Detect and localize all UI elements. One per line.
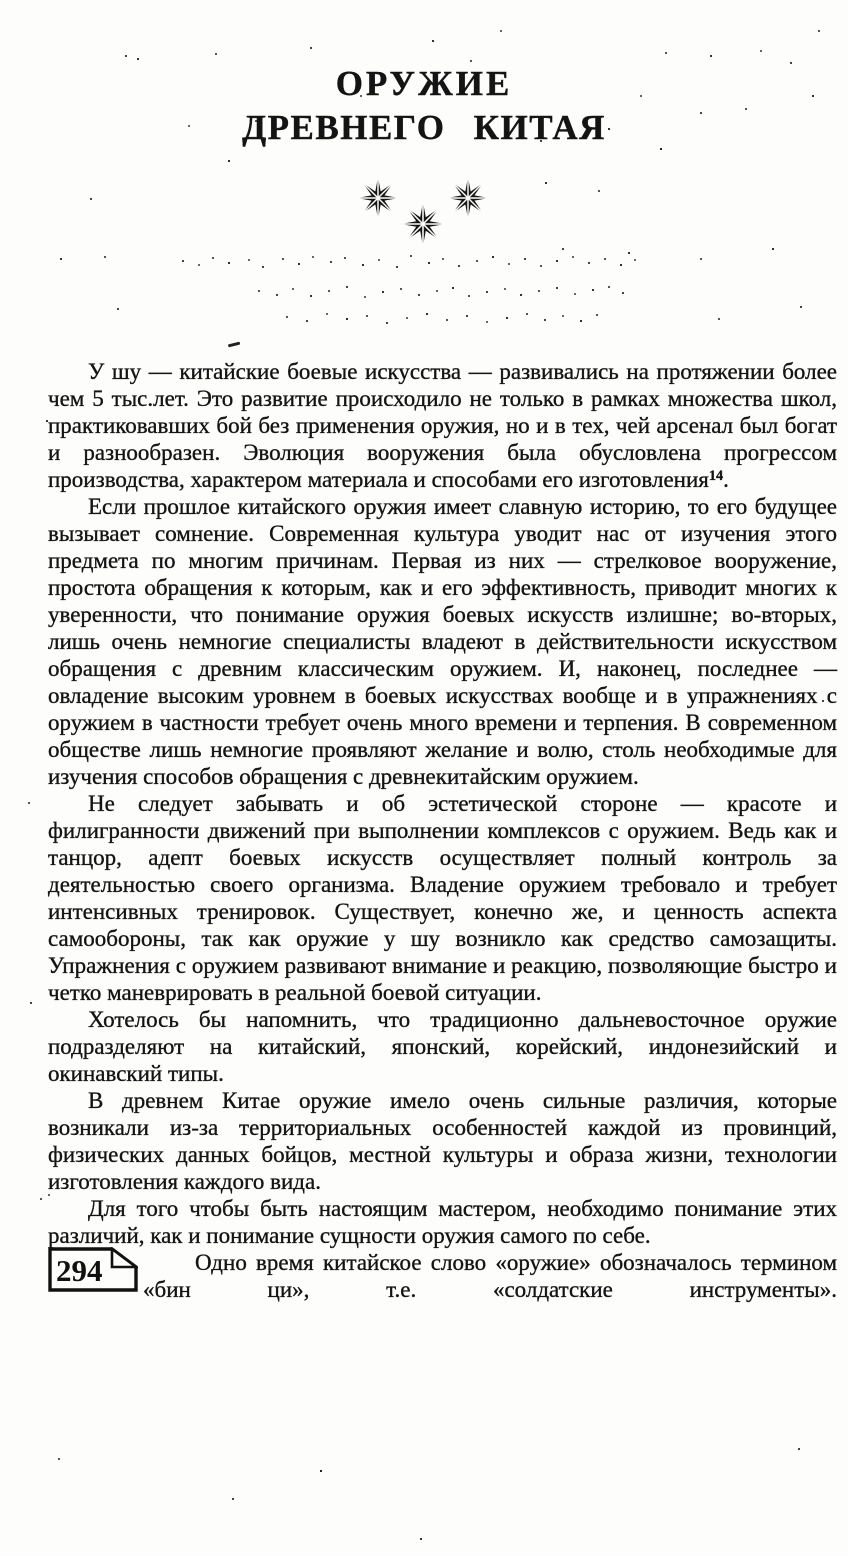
eight-point-star-icon xyxy=(446,176,490,220)
eight-point-star-icon xyxy=(356,176,400,220)
paragraph-7 xyxy=(48,1249,837,1303)
paragraph-5: В древнем Китае оружие имело очень сильные различия, которые возникали из-за территориальных особенностей каждой из провинций, физических данных бойцов, местной культуры и образа жизни, технологии изготовления каждого вида. xyxy=(48,1088,837,1194)
body-text xyxy=(48,358,837,1303)
faded-print-noise xyxy=(0,0,2,2)
paragraph-2: Если прошлое китайского оружия имеет славную историю, то его будущее вызывает сомнение. Современная культура уводит нас от изучения этого предмета по многим причинам. Первая из них — стрелковое вооружение, простота обращения к которым, как и его эффективность, приводит многих к уверенности, что понимание оружия боевых искусств излишне; во-вторых, лишь очень немногие специалисты владеют в действительности искусством обращения с древним классическим оружием. И, наконец, последнее — овладение высоким уровнем в боевых искусствах вообще и в упражнениях с оружием в частности требует очень много времени и терпения. В современном обществе лишь немногие проявляют желание и волю, столь необходимые для изучения способов обращения с древнекитайским оружием. xyxy=(48,494,837,789)
paragraph-6: Для того чтобы быть настоящим мастером, необходимо понимание этих различий, как и понимание сущности оружия самого по себе. xyxy=(48,1196,837,1248)
page-number-box xyxy=(48,1247,138,1292)
page-number: 294 xyxy=(56,1253,103,1288)
paragraph-1-text: У шу — китайские боевые искусства — развивались на протяжении более чем 5 тыс.лет. Это развитие происходило не только в рамках множества школ, практиковавших бой без применения оружия, но и в тех, чей арсенал был богат и разнообразен. Эволюция вооружения была обусловлена прогрессом производства, характером материала и способами его изготовления xyxy=(48,359,837,492)
scan-noise xyxy=(0,0,2,2)
paragraph-4: Хотелось бы напомнить, что традиционно дальневосточное оружие подразделяют на китайский, японский, корейский, индонезийский и окинавский типы. xyxy=(48,1007,837,1086)
footnote-marker: 14 xyxy=(708,468,724,484)
paragraph-1 xyxy=(48,358,837,493)
chapter-title-line1: ОРУЖИЕ xyxy=(335,64,513,103)
paragraph-1-period: . xyxy=(723,467,729,492)
scan-stray-mark xyxy=(228,342,240,347)
page-corner-fold-icon xyxy=(112,1249,136,1267)
chapter-title xyxy=(0,62,848,150)
chapter-title-line2: ДРЕВНЕГО КИТАЯ xyxy=(242,108,606,147)
paragraph-7-text: Одно время китайское слово «оружие» обозначалось термином «бин ци», т.е. «солдатские инструменты». xyxy=(143,1250,837,1302)
eight-point-star-icon xyxy=(400,201,446,247)
paragraph-3: Не следует забывать и об эстетической стороне — красоте и филигранности движений при выполнении комплексов с оружием. Ведь как и танцор, адепт боевых искусств осуществляет полный контроль за деятельностью своего организма. Владение оружием требовало и требует интенсивных тренировок. Существует, конечно же, и ценность аспекта самообороны, так как оружие у шу возникло как средство самозащиты. Упражнения с оружием развивают внимание и реакцию, позволяющие быстро и четко маневрировать в реальной боевой ситуации. xyxy=(48,791,837,1005)
